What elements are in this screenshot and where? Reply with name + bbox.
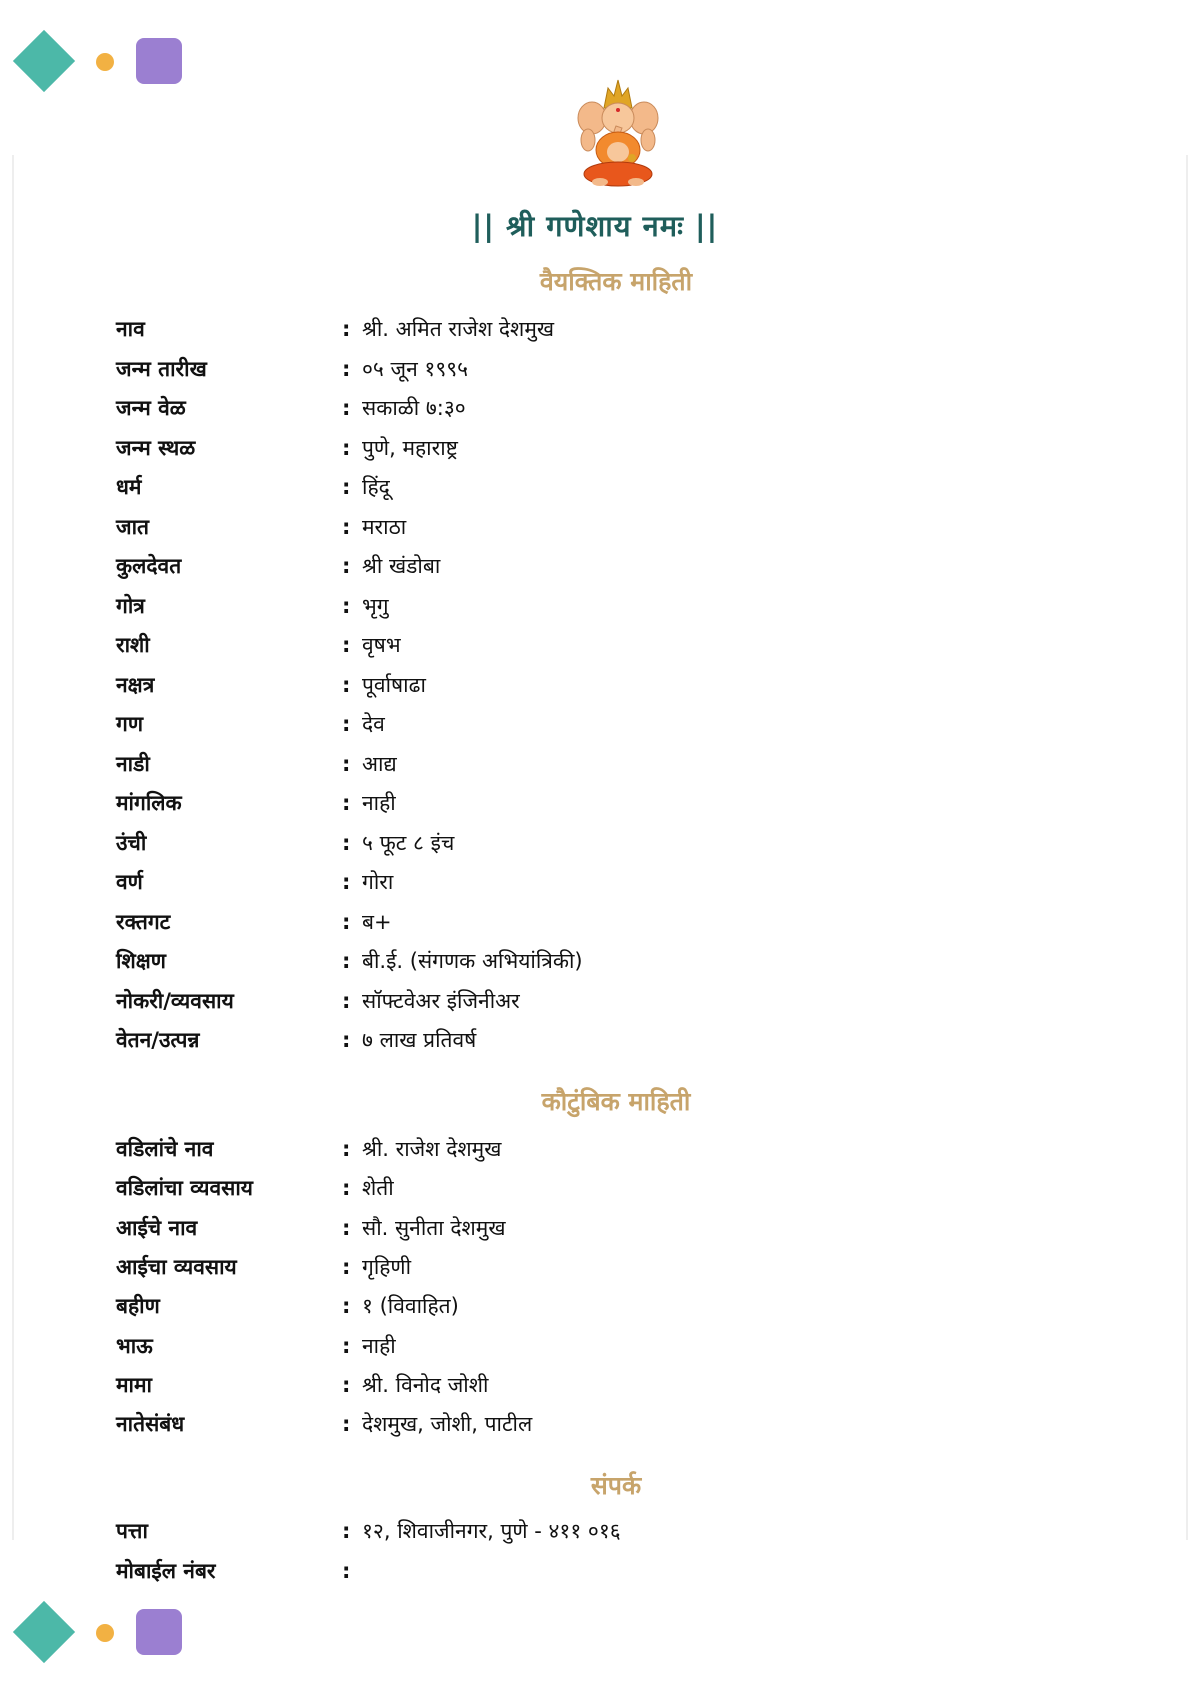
detail-label: मोबाईल नंबर: [116, 1558, 216, 1583]
detail-colon: :: [342, 396, 351, 420]
detail-colon: :: [342, 791, 351, 815]
detail-colon: :: [342, 1254, 351, 1279]
detail-colon: :: [342, 475, 351, 499]
detail-colon: :: [342, 1137, 351, 1161]
detail-value: ०५ जून १९९५: [362, 356, 469, 381]
detail-label: जन्म स्थळ: [116, 435, 196, 460]
detail-value: बी.ई. (संगणक अभियांत्रिकी): [362, 949, 583, 973]
detail-colon: :: [342, 830, 351, 855]
detail-colon: :: [342, 593, 351, 618]
detail-label: वडिलांचा व्यवसाय: [116, 1176, 253, 1201]
detail-label: भाऊ: [116, 1333, 153, 1358]
detail-value: श्री. विनोद जोशी: [362, 1372, 489, 1397]
detail-label: शिक्षण: [116, 949, 166, 973]
detail-label: रक्तगट: [116, 909, 171, 934]
detail-value: श्री. राजेश देशमुख: [362, 1137, 502, 1161]
detail-value: भृगु: [362, 593, 389, 618]
detail-value: श्री खंडोबा: [362, 554, 441, 578]
detail-colon: :: [342, 356, 351, 381]
detail-value: ७ लाख प्रतिवर्ष: [362, 1028, 477, 1052]
detail-value: श्री. अमित राजेश देशमुख: [362, 317, 555, 341]
detail-value: ५ फूट ८ इंच: [362, 830, 455, 855]
personal-section-title: वैयक्तिक माहिती: [539, 267, 693, 296]
detail-label: वर्ण: [116, 870, 143, 894]
detail-value: गृहिणी: [362, 1254, 412, 1279]
diamond-decoration-top: [13, 30, 75, 92]
page-border-left: [12, 155, 14, 1540]
square-decoration-bottom: [136, 1609, 182, 1655]
detail-label: नक्षत्र: [116, 672, 155, 697]
detail-label: पत्ता: [116, 1519, 148, 1543]
detail-label: नाव: [116, 317, 145, 341]
square-decoration-top: [136, 38, 182, 84]
detail-colon: :: [342, 751, 351, 776]
dot-decoration-bottom: [96, 1624, 114, 1642]
detail-colon: :: [342, 1294, 351, 1319]
diamond-decoration-bottom: [13, 1601, 75, 1663]
detail-value: पुणे, महाराष्ट्र: [362, 435, 458, 460]
detail-colon: :: [342, 949, 351, 973]
detail-colon: :: [342, 1412, 351, 1437]
detail-label: उंची: [116, 830, 147, 855]
detail-value: वृषभ: [362, 633, 401, 657]
detail-label: मांगलिक: [116, 791, 182, 815]
detail-colon: :: [342, 712, 351, 736]
detail-value: नाही: [362, 1333, 396, 1358]
family-section-title: कौटुंबिक माहिती: [541, 1087, 691, 1116]
detail-value: हिंदू: [362, 475, 390, 499]
detail-value: आद्य: [362, 751, 397, 776]
detail-value: सौ. सुनीता देशमुख: [362, 1215, 506, 1240]
detail-label: कुलदेवत: [116, 554, 182, 578]
detail-value: सकाळी ७:३०: [362, 396, 466, 420]
detail-colon: :: [342, 870, 351, 894]
detail-label: आईचे नाव: [116, 1215, 198, 1240]
detail-value: १२, शिवाजीनगर, पुणे - ४११ ०१६: [362, 1519, 621, 1543]
detail-colon: :: [342, 672, 351, 697]
detail-colon: :: [342, 435, 351, 460]
detail-value: ब+: [362, 909, 392, 934]
detail-colon: :: [342, 633, 351, 657]
detail-value: देव: [362, 712, 385, 736]
detail-colon: :: [342, 909, 351, 934]
detail-value: नाही: [362, 791, 396, 815]
detail-label: वडिलांचे नाव: [116, 1137, 214, 1161]
detail-label: बहीण: [116, 1294, 160, 1319]
detail-value: १ (विवाहित): [362, 1294, 459, 1319]
detail-value: मराठा: [362, 514, 407, 539]
detail-colon: :: [342, 1519, 351, 1543]
detail-label: गोत्र: [116, 593, 145, 618]
detail-value: सॉफ्टवेअर इंजिनीअर: [362, 988, 520, 1013]
detail-colon: :: [342, 514, 351, 539]
detail-value: पूर्वाषाढा: [362, 672, 426, 697]
detail-colon: :: [342, 1558, 351, 1583]
detail-label: नाडी: [116, 751, 150, 776]
detail-colon: :: [342, 1215, 351, 1240]
detail-label: गण: [116, 712, 144, 736]
detail-label: जन्म तारीख: [116, 356, 207, 381]
detail-label: आईचा व्यवसाय: [116, 1254, 237, 1279]
dot-decoration-top: [96, 53, 114, 71]
detail-label: नातेसंबंध: [116, 1412, 185, 1437]
detail-label: मामा: [116, 1372, 152, 1397]
page-border-right: [1186, 155, 1188, 1540]
detail-colon: :: [342, 1333, 351, 1358]
detail-colon: :: [342, 317, 351, 341]
detail-colon: :: [342, 1176, 351, 1201]
detail-colon: :: [342, 554, 351, 578]
detail-colon: :: [342, 988, 351, 1013]
detail-value: गोरा: [362, 870, 394, 894]
detail-label: वेतन/उत्पन्न: [116, 1028, 200, 1052]
detail-colon: :: [342, 1028, 351, 1052]
detail-label: धर्म: [116, 475, 142, 499]
invocation-title: || श्री गणेशाय नमः ||: [471, 209, 719, 243]
detail-label: जात: [116, 514, 149, 539]
detail-colon: :: [342, 1372, 351, 1397]
contact-section-title: संपर्क: [590, 1471, 642, 1500]
detail-label: राशी: [116, 633, 150, 657]
detail-label: नोकरी/व्यवसाय: [116, 988, 234, 1013]
ganesha-icon: [570, 78, 666, 190]
detail-label: जन्म वेळ: [116, 396, 186, 420]
detail-value: देशमुख, जोशी, पाटील: [362, 1412, 533, 1437]
detail-value: शेती: [362, 1176, 394, 1201]
